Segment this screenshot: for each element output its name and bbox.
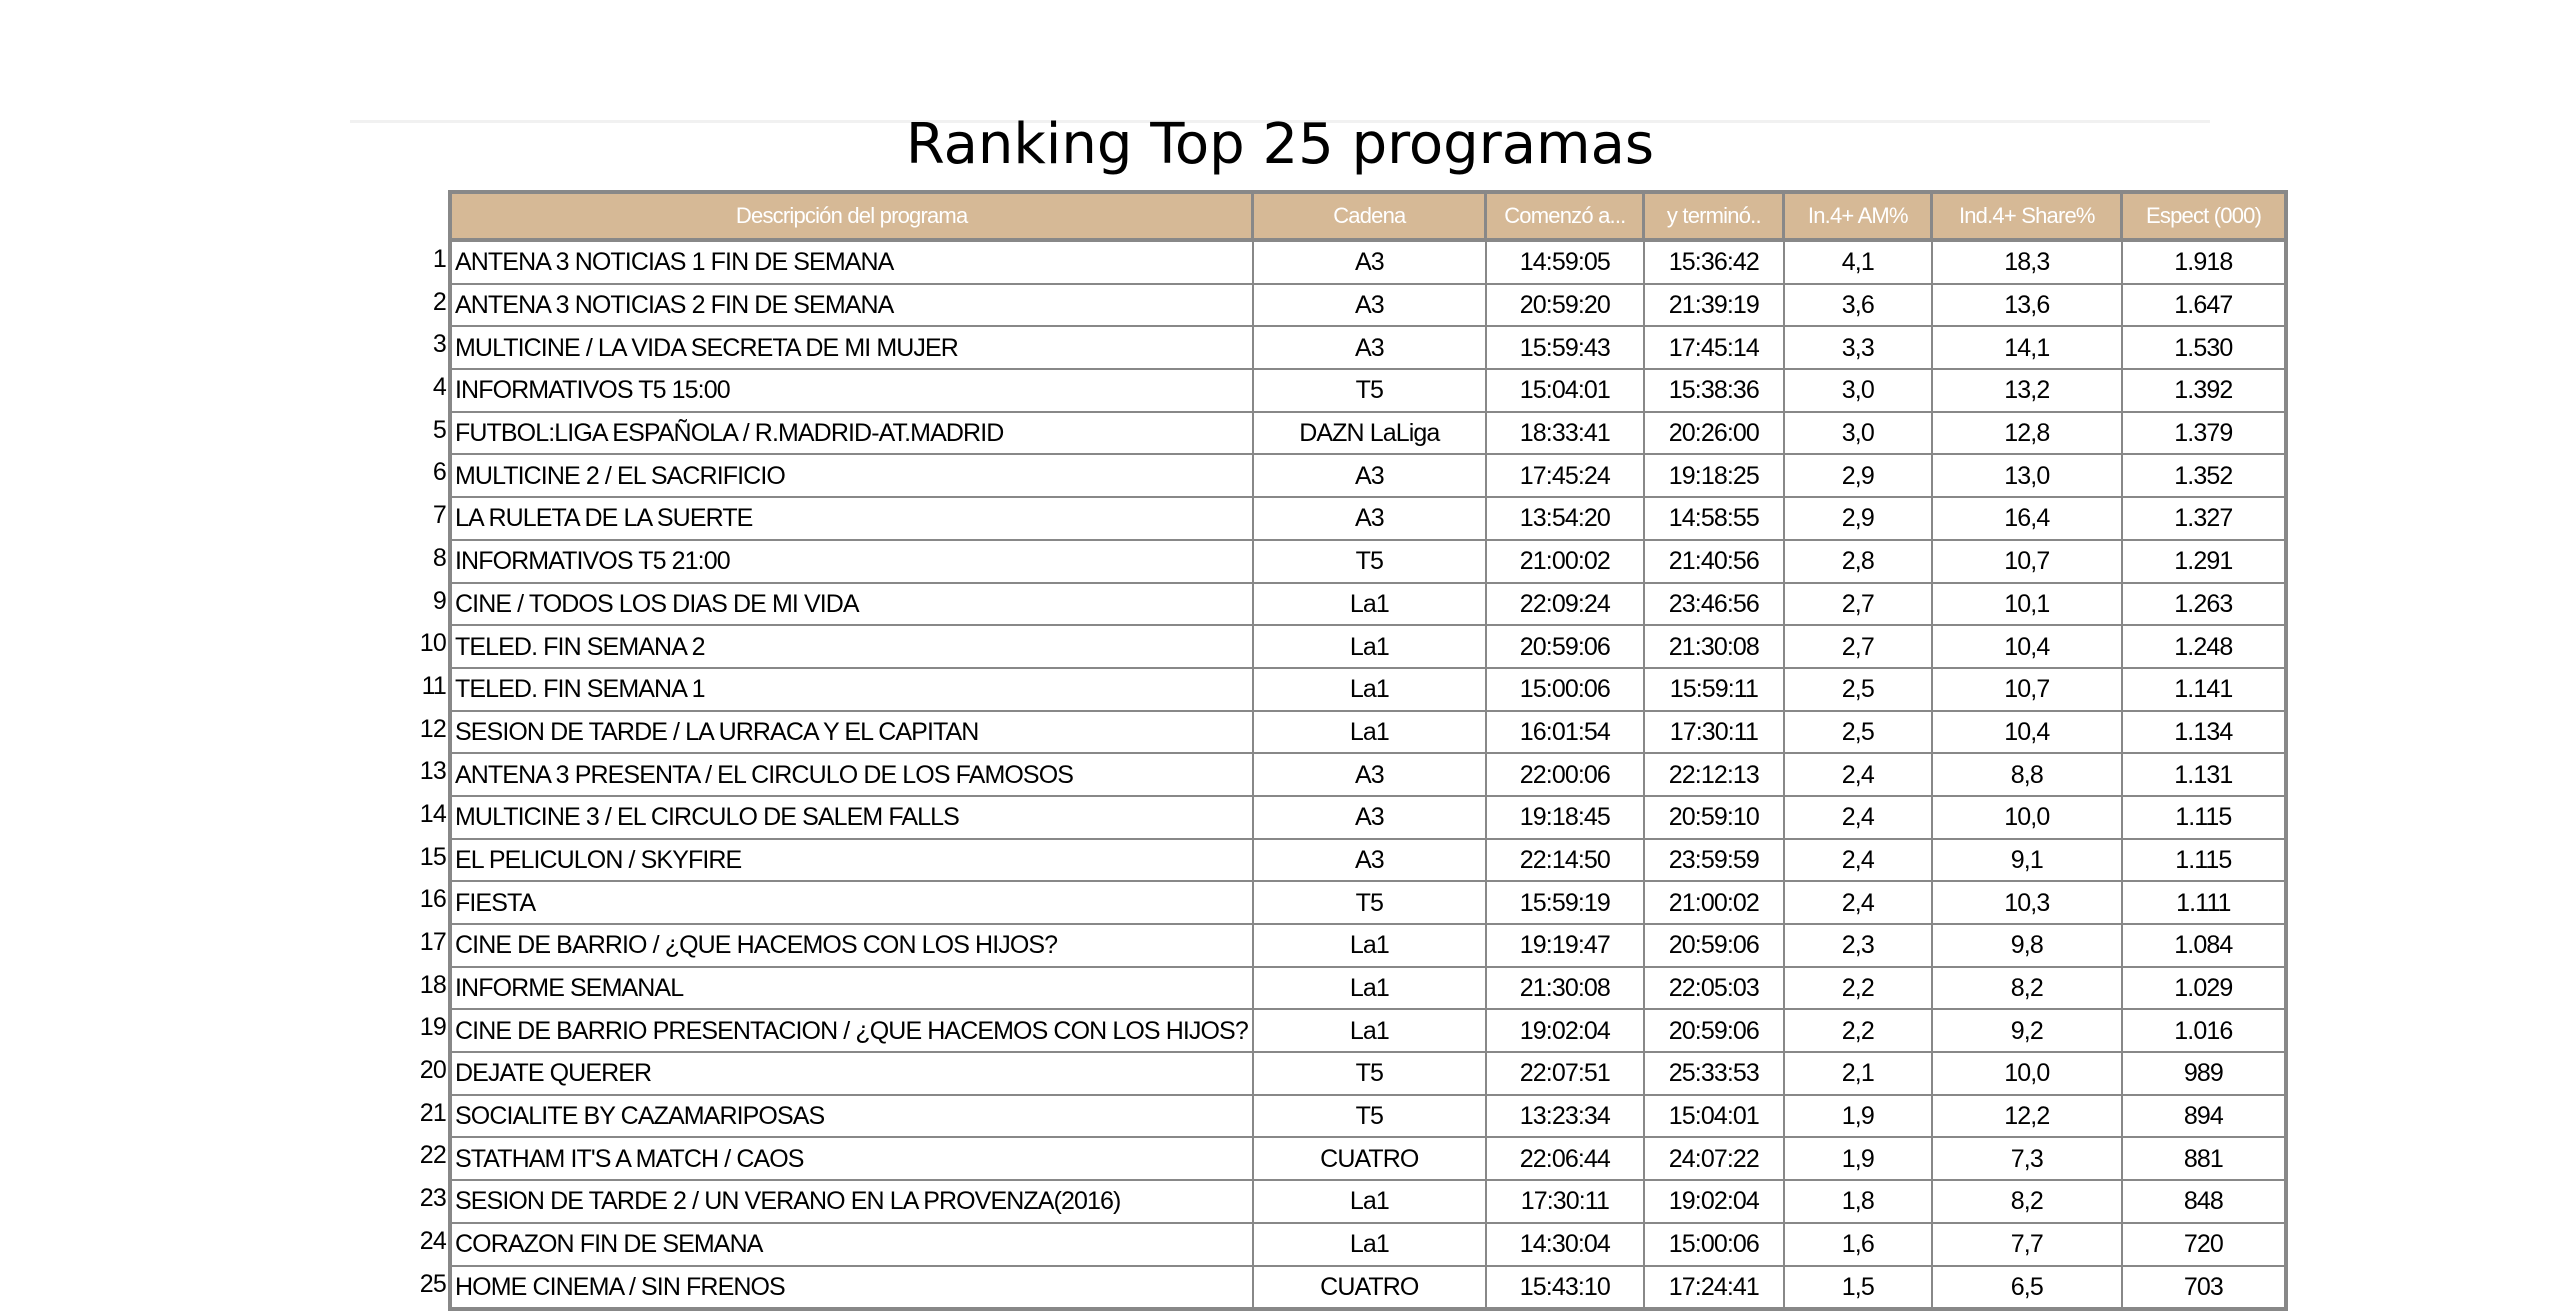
channel-cell: T5 xyxy=(1253,369,1486,412)
end-time-cell: 17:24:41 xyxy=(1644,1266,1784,1310)
end-time-cell: 20:26:00 xyxy=(1644,412,1784,455)
share-percent-cell: 7,3 xyxy=(1932,1137,2122,1180)
channel-cell: A3 xyxy=(1253,796,1486,839)
am-percent-cell: 2,9 xyxy=(1784,497,1932,540)
table-row[interactable] xyxy=(450,881,2286,924)
am-percent-cell: 1,6 xyxy=(1784,1223,1932,1266)
end-time-cell: 20:59:06 xyxy=(1644,924,1784,967)
viewers-cell: 720 xyxy=(2122,1223,2286,1266)
am-percent-cell: 1,8 xyxy=(1784,1180,1932,1223)
table-row[interactable] xyxy=(450,326,2286,369)
program-description: HOME CINEMA / SIN FRENOS xyxy=(450,1266,1253,1310)
start-time-cell: 15:04:01 xyxy=(1486,369,1644,412)
program-description: INFORMATIVOS T5 15:00 xyxy=(450,369,1253,412)
end-time-cell: 15:00:06 xyxy=(1644,1223,1784,1266)
share-percent-cell: 12,2 xyxy=(1932,1095,2122,1138)
table-row[interactable] xyxy=(450,711,2286,754)
viewers-cell: 1.647 xyxy=(2122,284,2286,327)
header-end-time[interactable]: y terminó.. xyxy=(1644,192,1784,240)
viewers-cell: 989 xyxy=(2122,1052,2286,1095)
viewers-cell: 1.111 xyxy=(2122,881,2286,924)
rank-number: 23 xyxy=(419,1184,446,1213)
program-description: LA RULETA DE LA SUERTE xyxy=(450,497,1253,540)
am-percent-cell: 2,5 xyxy=(1784,668,1932,711)
program-description: INFORMATIVOS T5 21:00 xyxy=(450,540,1253,583)
end-time-cell: 23:59:59 xyxy=(1644,839,1784,882)
table-row[interactable] xyxy=(450,454,2286,497)
am-percent-cell: 2,2 xyxy=(1784,1009,1932,1052)
channel-cell: DAZN LaLiga xyxy=(1253,412,1486,455)
channel-cell: La1 xyxy=(1253,924,1486,967)
share-percent-cell: 6,5 xyxy=(1932,1266,2122,1310)
end-time-cell: 14:58:55 xyxy=(1644,497,1784,540)
viewers-cell: 1.263 xyxy=(2122,583,2286,626)
channel-cell: A3 xyxy=(1253,454,1486,497)
rank-number: 11 xyxy=(421,671,446,700)
am-percent-cell: 2,4 xyxy=(1784,796,1932,839)
ranking-table xyxy=(448,190,2288,1311)
start-time-cell: 15:59:43 xyxy=(1486,326,1644,369)
share-percent-cell: 10,1 xyxy=(1932,583,2122,626)
viewers-cell: 1.141 xyxy=(2122,668,2286,711)
start-time-cell: 22:14:50 xyxy=(1486,839,1644,882)
rank-number: 13 xyxy=(419,757,446,786)
share-percent-cell: 13,2 xyxy=(1932,369,2122,412)
end-time-cell: 17:30:11 xyxy=(1644,711,1784,754)
share-percent-cell: 9,1 xyxy=(1932,839,2122,882)
start-time-cell: 22:00:06 xyxy=(1486,753,1644,796)
channel-cell: A3 xyxy=(1253,753,1486,796)
channel-cell: La1 xyxy=(1253,1223,1486,1266)
channel-cell: CUATRO xyxy=(1253,1266,1486,1310)
channel-cell: T5 xyxy=(1253,1052,1486,1095)
header-start-time[interactable]: Comenzó a... xyxy=(1486,192,1644,240)
am-percent-cell: 2,2 xyxy=(1784,967,1932,1010)
start-time-cell: 19:02:04 xyxy=(1486,1009,1644,1052)
end-time-cell: 15:04:01 xyxy=(1644,1095,1784,1138)
end-time-cell: 25:33:53 xyxy=(1644,1052,1784,1095)
channel-cell: T5 xyxy=(1253,881,1486,924)
share-percent-cell: 10,4 xyxy=(1932,711,2122,754)
program-description: FIESTA xyxy=(450,881,1253,924)
channel-cell: La1 xyxy=(1253,1180,1486,1223)
program-description: TELED. FIN SEMANA 2 xyxy=(450,625,1253,668)
rank-number: 18 xyxy=(419,970,446,999)
rank-number: 3 xyxy=(432,330,446,359)
viewers-cell: 848 xyxy=(2122,1180,2286,1223)
rank-number: 17 xyxy=(419,928,446,956)
start-time-cell: 15:59:19 xyxy=(1486,881,1644,924)
table-row[interactable] xyxy=(450,1266,2286,1310)
table-row[interactable] xyxy=(450,753,2286,796)
am-percent-cell: 1,5 xyxy=(1784,1266,1932,1310)
channel-cell: La1 xyxy=(1253,583,1486,626)
am-percent-cell: 1,9 xyxy=(1784,1137,1932,1180)
rank-number: 8 xyxy=(432,543,446,572)
start-time-cell: 18:33:41 xyxy=(1486,412,1644,455)
rank-number: 19 xyxy=(419,1013,446,1042)
share-percent-cell: 14,1 xyxy=(1932,326,2122,369)
viewers-cell: 1.530 xyxy=(2122,326,2286,369)
start-time-cell: 19:19:47 xyxy=(1486,924,1644,967)
viewers-cell: 1.918 xyxy=(2122,240,2286,284)
end-time-cell: 15:59:11 xyxy=(1644,668,1784,711)
end-time-cell: 22:05:03 xyxy=(1644,967,1784,1010)
start-time-cell: 20:59:06 xyxy=(1486,625,1644,668)
channel-cell: A3 xyxy=(1253,284,1486,327)
end-time-cell: 19:02:04 xyxy=(1644,1180,1784,1223)
program-description: MULTICINE 3 / EL CIRCULO DE SALEM FALLS xyxy=(450,796,1253,839)
end-time-cell: 21:39:19 xyxy=(1644,284,1784,327)
viewers-cell: 1.115 xyxy=(2122,796,2286,839)
table-row[interactable] xyxy=(450,284,2286,327)
end-time-cell: 22:12:13 xyxy=(1644,753,1784,796)
viewers-cell: 1.392 xyxy=(2122,369,2286,412)
am-percent-cell: 3,0 xyxy=(1784,412,1932,455)
share-percent-cell: 8,2 xyxy=(1932,1180,2122,1223)
channel-cell: A3 xyxy=(1253,497,1486,540)
share-percent-cell: 18,3 xyxy=(1932,240,2122,284)
viewers-cell: 1.327 xyxy=(2122,497,2286,540)
start-time-cell: 13:23:34 xyxy=(1486,1095,1644,1138)
viewers-cell: 703 xyxy=(2122,1266,2286,1310)
viewers-cell: 1.115 xyxy=(2122,839,2286,882)
viewers-cell: 1.131 xyxy=(2122,753,2286,796)
channel-cell: La1 xyxy=(1253,668,1486,711)
program-description: CORAZON FIN DE SEMANA xyxy=(450,1223,1253,1266)
channel-cell: La1 xyxy=(1253,967,1486,1010)
start-time-cell: 15:00:06 xyxy=(1486,668,1644,711)
table-row[interactable] xyxy=(450,839,2286,882)
program-description: MULTICINE / LA VIDA SECRETA DE MI MUJER xyxy=(450,326,1253,369)
table-row[interactable] xyxy=(450,1095,2286,1138)
start-time-cell: 16:01:54 xyxy=(1486,711,1644,754)
channel-cell: T5 xyxy=(1253,540,1486,583)
am-percent-cell: 3,0 xyxy=(1784,369,1932,412)
rank-number: 12 xyxy=(419,714,446,743)
viewers-cell: 1.029 xyxy=(2122,967,2286,1010)
am-percent-cell: 2,4 xyxy=(1784,839,1932,882)
share-percent-cell: 10,3 xyxy=(1932,881,2122,924)
start-time-cell: 14:59:05 xyxy=(1486,240,1644,284)
program-description: TELED. FIN SEMANA 1 xyxy=(450,668,1253,711)
end-time-cell: 19:18:25 xyxy=(1644,454,1784,497)
start-time-cell: 22:09:24 xyxy=(1486,583,1644,626)
rank-number: 5 xyxy=(432,415,446,444)
share-percent-cell: 10,7 xyxy=(1932,540,2122,583)
rank-number: 16 xyxy=(419,885,446,914)
share-percent-cell: 16,4 xyxy=(1932,497,2122,540)
share-percent-cell: 10,7 xyxy=(1932,668,2122,711)
share-percent-cell: 9,8 xyxy=(1932,924,2122,967)
header-description[interactable]: Descripción del programa xyxy=(450,192,1253,240)
share-percent-cell: 9,2 xyxy=(1932,1009,2122,1052)
program-description: ANTENA 3 PRESENTA / EL CIRCULO DE LOS FAMOSOS xyxy=(450,753,1253,796)
program-description: CINE DE BARRIO / ¿QUE HACEMOS CON LOS HIJOS? xyxy=(450,924,1253,967)
table-row[interactable] xyxy=(450,1009,2286,1052)
viewers-cell: 1.379 xyxy=(2122,412,2286,455)
program-description: DEJATE QUERER xyxy=(450,1052,1253,1095)
rank-number: 21 xyxy=(419,1098,446,1127)
channel-cell: A3 xyxy=(1253,240,1486,284)
am-percent-cell: 2,3 xyxy=(1784,924,1932,967)
header-share-percent[interactable]: Ind.4+ Share% xyxy=(1932,192,2122,240)
table-row[interactable] xyxy=(450,1180,2286,1223)
channel-cell: A3 xyxy=(1253,839,1486,882)
rank-number: 4 xyxy=(432,373,446,402)
program-description: SOCIALITE BY CAZAMARIPOSAS xyxy=(450,1095,1253,1138)
program-description: FUTBOL:LIGA ESPAÑOLA / R.MADRID-AT.MADRID xyxy=(450,412,1253,455)
table-row[interactable] xyxy=(450,583,2286,626)
start-time-cell: 15:43:10 xyxy=(1486,1266,1644,1310)
am-percent-cell: 3,3 xyxy=(1784,326,1932,369)
am-percent-cell: 2,8 xyxy=(1784,540,1932,583)
program-description: EL PELICULON / SKYFIRE xyxy=(450,839,1253,882)
rank-number: 6 xyxy=(432,458,446,487)
rank-number: 22 xyxy=(419,1141,446,1170)
start-time-cell: 13:54:20 xyxy=(1486,497,1644,540)
viewers-cell: 1.352 xyxy=(2122,454,2286,497)
table-row[interactable] xyxy=(450,796,2286,839)
table-row[interactable] xyxy=(450,668,2286,711)
share-percent-cell: 13,0 xyxy=(1932,454,2122,497)
share-percent-cell: 12,8 xyxy=(1932,412,2122,455)
end-time-cell: 21:30:08 xyxy=(1644,625,1784,668)
viewers-cell: 1.134 xyxy=(2122,711,2286,754)
share-percent-cell: 8,2 xyxy=(1932,967,2122,1010)
program-description: ANTENA 3 NOTICIAS 2 FIN DE SEMANA xyxy=(450,284,1253,327)
end-time-cell: 20:59:10 xyxy=(1644,796,1784,839)
rank-number: 25 xyxy=(419,1269,446,1298)
am-percent-cell: 2,7 xyxy=(1784,583,1932,626)
program-description: CINE / TODOS LOS DIAS DE MI VIDA xyxy=(450,583,1253,626)
table-row[interactable] xyxy=(450,497,2286,540)
table-row[interactable] xyxy=(450,412,2286,455)
start-time-cell: 21:30:08 xyxy=(1486,967,1644,1010)
share-percent-cell: 7,7 xyxy=(1932,1223,2122,1266)
page-title: Ranking Top 25 programas xyxy=(905,113,1655,175)
end-time-cell: 23:46:56 xyxy=(1644,583,1784,626)
end-time-cell: 21:00:02 xyxy=(1644,881,1784,924)
header-am-percent[interactable]: In.4+ AM% xyxy=(1784,192,1932,240)
table-row[interactable] xyxy=(450,540,2286,583)
rank-number: 1 xyxy=(432,245,446,273)
channel-cell: La1 xyxy=(1253,711,1486,754)
rank-number: 10 xyxy=(419,629,446,658)
am-percent-cell: 1,9 xyxy=(1784,1095,1932,1138)
program-description: MULTICINE 2 / EL SACRIFICIO xyxy=(450,454,1253,497)
start-time-cell: 19:18:45 xyxy=(1486,796,1644,839)
rank-number: 14 xyxy=(419,799,446,828)
table-row[interactable] xyxy=(450,924,2286,967)
am-percent-cell: 2,1 xyxy=(1784,1052,1932,1095)
program-description: STATHAM IT'S A MATCH / CAOS xyxy=(450,1137,1253,1180)
end-time-cell: 15:36:42 xyxy=(1644,240,1784,284)
channel-cell: La1 xyxy=(1253,625,1486,668)
channel-cell: La1 xyxy=(1253,1009,1486,1052)
share-percent-cell: 13,6 xyxy=(1932,284,2122,327)
rank-number: 9 xyxy=(432,586,446,615)
am-percent-cell: 2,4 xyxy=(1784,881,1932,924)
table-row[interactable] xyxy=(450,967,2286,1010)
table-row[interactable] xyxy=(450,1052,2286,1095)
am-percent-cell: 2,7 xyxy=(1784,625,1932,668)
viewers-cell: 1.084 xyxy=(2122,924,2286,967)
viewers-cell: 894 xyxy=(2122,1095,2286,1138)
channel-cell: T5 xyxy=(1253,1095,1486,1138)
end-time-cell: 17:45:14 xyxy=(1644,326,1784,369)
rank-number-column xyxy=(404,237,448,1304)
end-time-cell: 24:07:22 xyxy=(1644,1137,1784,1180)
share-percent-cell: 10,0 xyxy=(1932,1052,2122,1095)
ranking-table-body xyxy=(450,240,2286,1309)
program-description: SESION DE TARDE / LA URRACA Y EL CAPITAN xyxy=(450,711,1253,754)
start-time-cell: 22:06:44 xyxy=(1486,1137,1644,1180)
start-time-cell: 14:30:04 xyxy=(1486,1223,1644,1266)
channel-cell: A3 xyxy=(1253,326,1486,369)
am-percent-cell: 3,6 xyxy=(1784,284,1932,327)
am-percent-cell: 2,5 xyxy=(1784,711,1932,754)
header-channel[interactable]: Cadena xyxy=(1253,192,1486,240)
viewers-cell: 1.291 xyxy=(2122,540,2286,583)
am-percent-cell: 4,1 xyxy=(1784,240,1932,284)
start-time-cell: 20:59:20 xyxy=(1486,284,1644,327)
am-percent-cell: 2,9 xyxy=(1784,454,1932,497)
rank-number: 24 xyxy=(419,1226,446,1255)
table-row[interactable] xyxy=(450,625,2286,668)
rank-number: 20 xyxy=(419,1056,446,1085)
table-row[interactable] xyxy=(450,369,2286,412)
program-description: CINE DE BARRIO PRESENTACION / ¿QUE HACEMOS CON LOS HIJOS? xyxy=(450,1009,1253,1052)
header-viewers[interactable]: Espect (000) xyxy=(2122,192,2286,240)
share-percent-cell: 10,4 xyxy=(1932,625,2122,668)
rank-number: 7 xyxy=(432,501,446,530)
program-description: SESION DE TARDE 2 / UN VERANO EN LA PROVENZA(2016) xyxy=(450,1180,1253,1223)
table-row[interactable] xyxy=(450,1223,2286,1266)
viewers-cell: 1.016 xyxy=(2122,1009,2286,1052)
viewers-cell: 1.248 xyxy=(2122,625,2286,668)
share-percent-cell: 8,8 xyxy=(1932,753,2122,796)
channel-cell: CUATRO xyxy=(1253,1137,1486,1180)
am-percent-cell: 2,4 xyxy=(1784,753,1932,796)
program-description: ANTENA 3 NOTICIAS 1 FIN DE SEMANA xyxy=(450,240,1253,284)
end-time-cell: 20:59:06 xyxy=(1644,1009,1784,1052)
table-row[interactable] xyxy=(450,1137,2286,1180)
table-header-row xyxy=(450,192,2286,240)
program-description: INFORME SEMANAL xyxy=(450,967,1253,1010)
rank-number: 15 xyxy=(419,842,446,871)
end-time-cell: 15:38:36 xyxy=(1644,369,1784,412)
start-time-cell: 21:00:02 xyxy=(1486,540,1644,583)
end-time-cell: 21:40:56 xyxy=(1644,540,1784,583)
rank-number: 2 xyxy=(432,287,446,316)
viewers-cell: 881 xyxy=(2122,1137,2286,1180)
table-row[interactable] xyxy=(450,240,2286,284)
share-percent-cell: 10,0 xyxy=(1932,796,2122,839)
start-time-cell: 17:30:11 xyxy=(1486,1180,1644,1223)
start-time-cell: 17:45:24 xyxy=(1486,454,1644,497)
start-time-cell: 22:07:51 xyxy=(1486,1052,1644,1095)
